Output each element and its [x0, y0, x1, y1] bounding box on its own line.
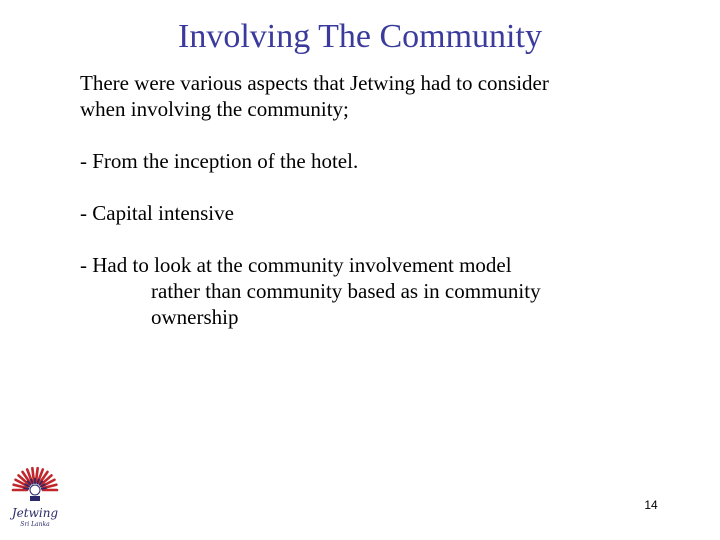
- bullet-line: - From the inception of the hotel.: [80, 149, 359, 173]
- bullet-item: [80, 252, 680, 330]
- bullet-continuation-line: ownership: [151, 305, 239, 329]
- sunburst-icon: [6, 462, 64, 508]
- slide-title: Involving The Community: [178, 18, 542, 55]
- bullet-item: [80, 148, 680, 174]
- logo-wordmark: Jetwing: [11, 506, 59, 520]
- intro-line: There were various aspects that Jetwing had to consider: [80, 71, 549, 95]
- intro-paragraph: [80, 70, 680, 122]
- logo-inner-ray: [23, 488, 29, 489]
- slide-body: [80, 70, 680, 356]
- bullet-line: - Capital intensive: [80, 201, 234, 225]
- intro-line: when involving the community;: [80, 97, 349, 121]
- bullet-continuation-line: rather than community based as in community: [151, 279, 541, 303]
- jetwing-logo: [6, 462, 64, 534]
- logo-subtitle: Sri Lanka: [20, 521, 50, 528]
- page-number: 14: [644, 498, 658, 512]
- logo-ray: [36, 468, 38, 482]
- bullet-item: [80, 200, 680, 226]
- logo-inner-ray: [41, 488, 47, 489]
- logo-ray: [32, 468, 34, 482]
- bullet-line: - Had to look at the community involvement model: [80, 253, 512, 277]
